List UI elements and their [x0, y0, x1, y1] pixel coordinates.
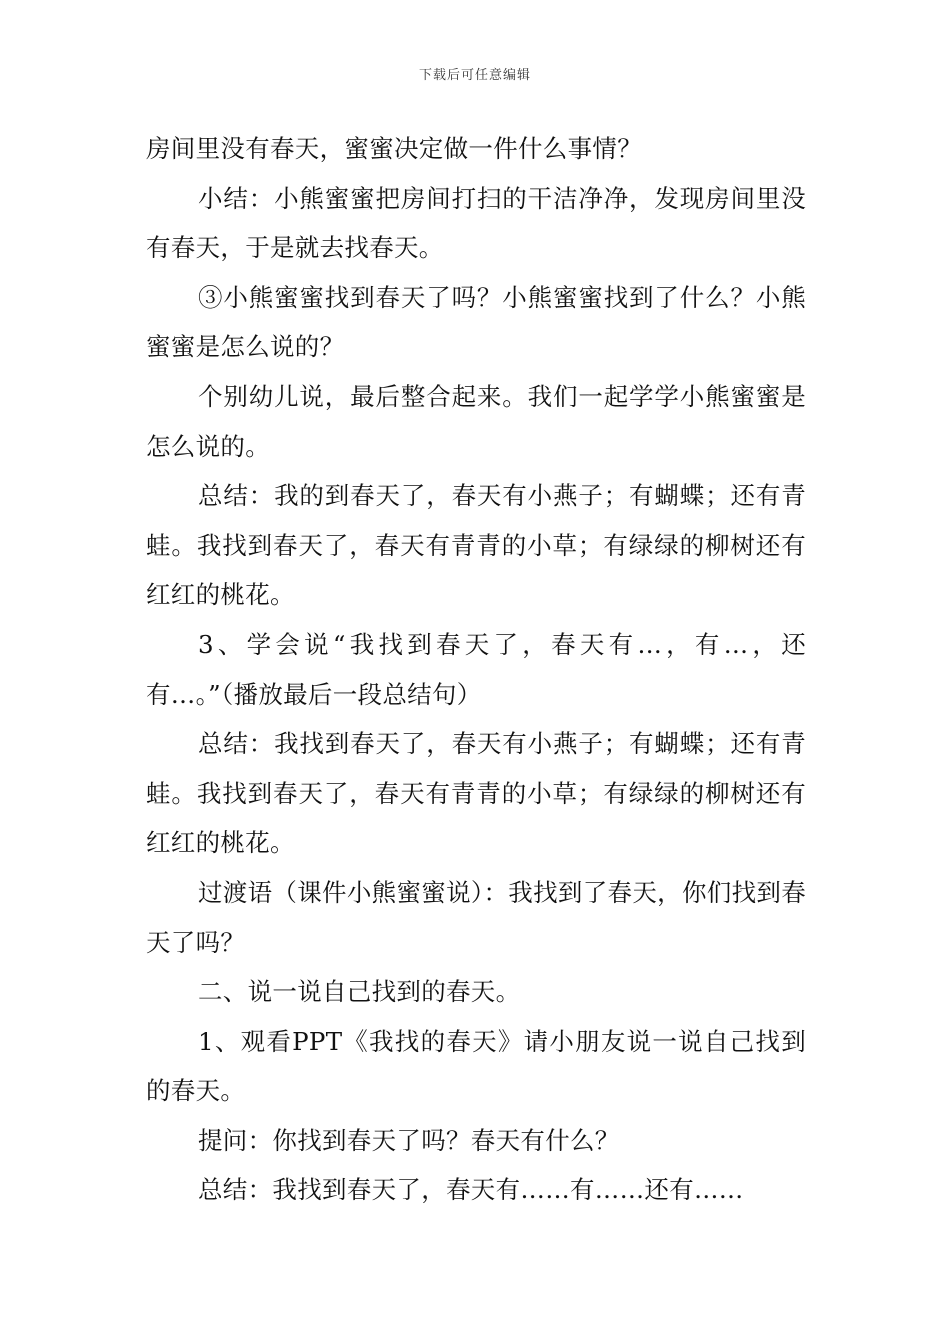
- section-heading: 二、说一说自己找到的春天。: [198, 977, 521, 1007]
- document-body: [146, 124, 806, 1215]
- paragraph: 房间里没有春天，蜜蜜决定做一件什么事情？: [146, 134, 642, 163]
- paragraph: 小结：小熊蜜蜜把房间打扫的干洁净净，发现房间里没有春天，于是就去找春天。: [146, 183, 806, 263]
- paragraph: 1、观看PPT《我找的春天》请小朋友说一说自己找到的春天。: [146, 1026, 806, 1106]
- paragraph: 个别幼儿说，最后整合起来。我们一起学学小熊蜜蜜是怎么说的。: [146, 381, 806, 461]
- paragraph: 总结：我的到春天了，春天有小燕子；有蝴蝶；还有青蛙。我找到春天了，春天有青青的小草；有绿绿的柳树还有红红的桃花。: [146, 481, 806, 610]
- paragraph: 提问：你找到春天了吗？春天有什么？: [198, 1125, 620, 1155]
- paragraph: 3、学会说“我找到春天了，春天有…，有…，还有…。”（播放最后一段总结句）: [146, 629, 806, 709]
- paragraph: ③小熊蜜蜜找到春天了吗？小熊蜜蜜找到了什么？小熊蜜蜜是怎么说的？: [146, 282, 806, 362]
- paragraph: 总结：我找到春天了，春天有……有……还有……: [198, 1175, 744, 1205]
- paragraph: 过渡语（课件小熊蜜蜜说）：我找到了春天，你们找到春天了吗？: [146, 877, 806, 957]
- paragraph: 总结：我找到春天了，春天有小燕子；有蝴蝶；还有青蛙。我找到春天了，春天有青青的小草；有绿绿的柳树还有红红的桃花。: [146, 729, 806, 858]
- page-header: 下载后可任意编辑: [418, 68, 531, 83]
